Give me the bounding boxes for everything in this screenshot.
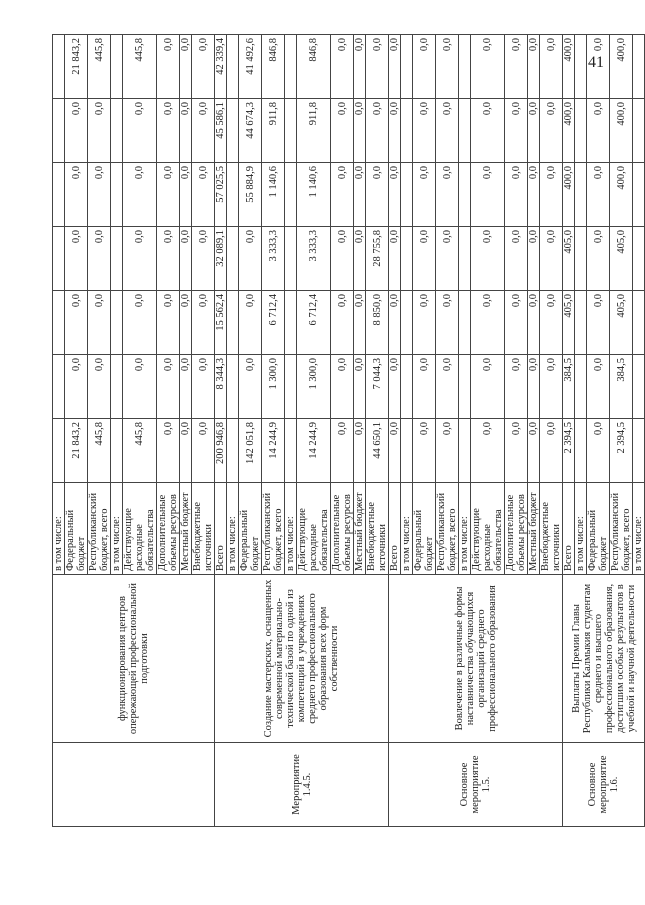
funding-source-cell: Федеральный бюджет [587, 483, 610, 575]
amount-cell: 0,0 [366, 99, 389, 163]
measure-name-cell: Создание мастерских, оснащенных современной материально-технической базой по одной из компетенций в учреждениях среднего профессионального образования всех форм собственности [215, 575, 389, 743]
funding-source-cell: Внебюджетные источники [192, 483, 215, 575]
amount-cell [459, 163, 471, 227]
amount-cell: 0,0 [587, 355, 610, 419]
funding-source-cell: Дополнительные объемы ресурсов [157, 483, 180, 575]
amount-cell: 0,0 [354, 35, 366, 99]
amount-cell [111, 99, 123, 163]
amount-cell: 0,0 [123, 99, 157, 163]
amount-cell: 0,0 [331, 227, 354, 291]
amount-cell: 0,0 [123, 227, 157, 291]
amount-cell: 14 244,9 [297, 419, 331, 483]
amount-cell [401, 227, 413, 291]
amount-cell: 0,0 [587, 35, 610, 99]
amount-cell: 0,0 [192, 355, 215, 419]
amount-cell: 0,0 [180, 355, 192, 419]
amount-cell: 0,0 [471, 227, 505, 291]
amount-cell: 0,0 [436, 35, 459, 99]
amount-cell: 0,0 [180, 227, 192, 291]
amount-cell: 0,0 [471, 419, 505, 483]
amount-cell: 0,0 [157, 291, 180, 355]
amount-cell [227, 163, 239, 227]
amount-cell [285, 291, 297, 355]
amount-cell: 21 843,2 [65, 419, 88, 483]
funding-source-cell: в том числе: [633, 483, 645, 575]
amount-cell: 0,0 [587, 99, 610, 163]
amount-cell: 0,0 [540, 291, 563, 355]
amount-cell: 400,0 [563, 163, 575, 227]
amount-cell: 200 946,8 [215, 419, 227, 483]
amount-cell [285, 355, 297, 419]
amount-cell: 0,0 [366, 163, 389, 227]
amount-cell: 0,0 [123, 163, 157, 227]
funding-source-cell: Всего [215, 483, 227, 575]
amount-cell [111, 419, 123, 483]
amount-cell: 0,0 [413, 291, 436, 355]
amount-cell [53, 163, 65, 227]
funding-source-cell: Федеральный бюджет [413, 483, 436, 575]
amount-cell: 0,0 [389, 35, 401, 99]
amount-cell [227, 35, 239, 99]
amount-cell [227, 291, 239, 355]
amount-cell: 400,0 [610, 163, 633, 227]
amount-cell: 0,0 [192, 163, 215, 227]
table-row [389, 35, 401, 827]
funding-source-cell: Действующие расходные обязательства [471, 483, 505, 575]
amount-cell: 0,0 [88, 227, 111, 291]
amount-cell: 0,0 [505, 419, 528, 483]
amount-cell: 0,0 [540, 163, 563, 227]
amount-cell: 0,0 [505, 227, 528, 291]
amount-cell: 0,0 [389, 227, 401, 291]
amount-cell [459, 227, 471, 291]
amount-cell: 0,0 [354, 419, 366, 483]
funding-source-cell: Внебюджетные источники [540, 483, 563, 575]
funding-source-cell: в том числе: [575, 483, 587, 575]
amount-cell: 0,0 [180, 99, 192, 163]
amount-cell: 0,0 [88, 163, 111, 227]
funding-source-cell: в том числе: [111, 483, 123, 575]
amount-cell [575, 227, 587, 291]
amount-cell: 384,5 [610, 355, 633, 419]
amount-cell: 7 044,3 [366, 355, 389, 419]
amount-cell: 42 339,4 [215, 35, 227, 99]
funding-source-cell: Местный бюджет [180, 483, 192, 575]
measure-name-cell: Выплаты Премии Главы Республики Калмыкия студентам среднего и высшего профессионального образования, достигшим особых результатов в учебной и научной деятельности [563, 575, 645, 743]
amount-cell: 0,0 [354, 163, 366, 227]
amount-cell: 400,0 [563, 99, 575, 163]
amount-cell: 0,0 [471, 291, 505, 355]
amount-cell: 0,0 [413, 163, 436, 227]
amount-cell [53, 355, 65, 419]
amount-cell: 0,0 [505, 291, 528, 355]
amount-cell: 0,0 [436, 99, 459, 163]
amount-cell: 0,0 [65, 99, 88, 163]
amount-cell [459, 291, 471, 355]
amount-cell: 0,0 [471, 355, 505, 419]
amount-cell [111, 291, 123, 355]
amount-cell: 1 140,6 [262, 163, 285, 227]
amount-cell: 0,0 [192, 227, 215, 291]
amount-cell: 0,0 [436, 291, 459, 355]
amount-cell [285, 35, 297, 99]
amount-cell: 846,8 [297, 35, 331, 99]
amount-cell: 0,0 [540, 227, 563, 291]
amount-cell [575, 99, 587, 163]
funding-source-cell: Местный бюджет [354, 483, 366, 575]
amount-cell: 0,0 [471, 99, 505, 163]
amount-cell: 3 333,3 [297, 227, 331, 291]
amount-cell: 0,0 [180, 291, 192, 355]
amount-cell [227, 419, 239, 483]
funding-source-cell: Местный бюджет [528, 483, 540, 575]
amount-cell: 0,0 [157, 419, 180, 483]
amount-cell: 57 025,5 [215, 163, 227, 227]
amount-cell: 0,0 [505, 355, 528, 419]
amount-cell: 0,0 [331, 163, 354, 227]
measure-code-cell [53, 743, 215, 827]
amount-cell: 400,0 [610, 35, 633, 99]
amount-cell: 0,0 [436, 163, 459, 227]
amount-cell [401, 419, 413, 483]
amount-cell [459, 35, 471, 99]
amount-cell: 405,0 [610, 291, 633, 355]
amount-cell: 0,0 [180, 163, 192, 227]
amount-cell: 0,0 [366, 35, 389, 99]
amount-cell: 0,0 [540, 99, 563, 163]
amount-cell [111, 355, 123, 419]
amount-cell: 0,0 [192, 291, 215, 355]
amount-cell: 0,0 [528, 163, 540, 227]
amount-cell: 1 140,6 [297, 163, 331, 227]
amount-cell: 0,0 [389, 163, 401, 227]
amount-cell: 911,8 [297, 99, 331, 163]
amount-cell: 0,0 [528, 35, 540, 99]
amount-cell: 0,0 [528, 419, 540, 483]
amount-cell [401, 99, 413, 163]
amount-cell: 0,0 [157, 227, 180, 291]
budget-table-container [52, 34, 645, 827]
amount-cell: 0,0 [505, 35, 528, 99]
amount-cell: 0,0 [413, 227, 436, 291]
amount-cell: 846,8 [262, 35, 285, 99]
amount-cell: 0,0 [192, 99, 215, 163]
amount-cell [633, 163, 645, 227]
amount-cell: 0,0 [471, 35, 505, 99]
amount-cell: 0,0 [413, 99, 436, 163]
amount-cell: 45 586,1 [215, 99, 227, 163]
funding-source-cell: Действующие расходные обязательства [297, 483, 331, 575]
amount-cell [285, 419, 297, 483]
amount-cell [111, 35, 123, 99]
amount-cell: 0,0 [239, 355, 262, 419]
amount-cell [575, 419, 587, 483]
amount-cell: 0,0 [157, 163, 180, 227]
amount-cell [401, 355, 413, 419]
amount-cell: 44 650,1 [366, 419, 389, 483]
amount-cell [459, 355, 471, 419]
amount-cell: 41 492,6 [239, 35, 262, 99]
amount-cell: 0,0 [389, 99, 401, 163]
funding-source-cell: Республиканский бюджет, всего [262, 483, 285, 575]
amount-cell: 0,0 [436, 419, 459, 483]
amount-cell: 0,0 [65, 227, 88, 291]
amount-cell: 0,0 [157, 355, 180, 419]
budget-table [52, 34, 645, 827]
amount-cell [53, 291, 65, 355]
table-row [53, 35, 65, 827]
funding-source-cell: в том числе: [459, 483, 471, 575]
funding-source-cell: в том числе: [227, 483, 239, 575]
amount-cell: 8 344,3 [215, 355, 227, 419]
amount-cell: 0,0 [413, 35, 436, 99]
funding-source-cell: Действующие расходные обязательства [123, 483, 157, 575]
amount-cell: 0,0 [354, 227, 366, 291]
funding-source-cell: Республиканский бюджет, всего [88, 483, 111, 575]
amount-cell [459, 419, 471, 483]
amount-cell: 0,0 [413, 355, 436, 419]
funding-source-cell: Всего [563, 483, 575, 575]
amount-cell [401, 163, 413, 227]
amount-cell [633, 227, 645, 291]
amount-cell [633, 355, 645, 419]
amount-cell: 445,8 [123, 35, 157, 99]
amount-cell [401, 291, 413, 355]
amount-cell: 32 089,1 [215, 227, 227, 291]
funding-source-cell: в том числе: [53, 483, 65, 575]
amount-cell: 0,0 [88, 291, 111, 355]
amount-cell: 445,8 [88, 35, 111, 99]
amount-cell: 0,0 [123, 355, 157, 419]
amount-cell: 0,0 [354, 99, 366, 163]
amount-cell [575, 291, 587, 355]
amount-cell [227, 227, 239, 291]
amount-cell: 0,0 [587, 163, 610, 227]
amount-cell [633, 419, 645, 483]
measure-name-cell: Вовлечение в различные формы наставничества обучающихся организаций среднего профессионального образования [389, 575, 563, 743]
amount-cell [285, 227, 297, 291]
measure-name-cell: функционирования центров опережающей профессиональной подготовки [53, 575, 215, 743]
amount-cell: 0,0 [389, 355, 401, 419]
amount-cell: 405,0 [563, 291, 575, 355]
amount-cell: 0,0 [436, 355, 459, 419]
amount-cell: 0,0 [587, 419, 610, 483]
amount-cell [575, 163, 587, 227]
amount-cell: 1 300,0 [297, 355, 331, 419]
funding-source-cell: Дополнительные объемы ресурсов [331, 483, 354, 575]
amount-cell [459, 99, 471, 163]
amount-cell: 400,0 [610, 99, 633, 163]
amount-cell: 0,0 [587, 227, 610, 291]
funding-source-cell: в том числе: [401, 483, 413, 575]
amount-cell: 6 712,4 [262, 291, 285, 355]
amount-cell: 0,0 [192, 419, 215, 483]
amount-cell: 0,0 [471, 163, 505, 227]
amount-cell: 0,0 [331, 35, 354, 99]
amount-cell: 0,0 [540, 355, 563, 419]
amount-cell: 2 394,5 [610, 419, 633, 483]
measure-code-cell: Мероприятие 1.4.5. [215, 743, 389, 827]
amount-cell: 6 712,4 [297, 291, 331, 355]
amount-cell: 0,0 [413, 419, 436, 483]
amount-cell [633, 35, 645, 99]
amount-cell: 0,0 [528, 227, 540, 291]
amount-cell: 0,0 [331, 419, 354, 483]
funding-source-cell: в том числе: [285, 483, 297, 575]
amount-cell: 0,0 [157, 35, 180, 99]
amount-cell: 0,0 [180, 35, 192, 99]
amount-cell: 0,0 [331, 355, 354, 419]
funding-source-cell: Дополнительные объемы ресурсов [505, 483, 528, 575]
amount-cell: 3 333,3 [262, 227, 285, 291]
amount-cell: 0,0 [239, 291, 262, 355]
amount-cell: 142 051,8 [239, 419, 262, 483]
amount-cell: 0,0 [528, 99, 540, 163]
amount-cell: 0,0 [389, 419, 401, 483]
amount-cell: 0,0 [587, 291, 610, 355]
funding-source-cell: Федеральный бюджет [65, 483, 88, 575]
amount-cell: 0,0 [65, 355, 88, 419]
amount-cell: 384,5 [563, 355, 575, 419]
amount-cell: 0,0 [123, 291, 157, 355]
page-number: 41 [588, 54, 604, 71]
amount-cell: 15 562,4 [215, 291, 227, 355]
amount-cell: 0,0 [239, 227, 262, 291]
amount-cell: 2 394,5 [563, 419, 575, 483]
amount-cell: 445,8 [123, 419, 157, 483]
amount-cell: 0,0 [65, 291, 88, 355]
amount-cell: 0,0 [354, 355, 366, 419]
amount-cell: 400,0 [563, 35, 575, 99]
amount-cell: 445,8 [88, 419, 111, 483]
amount-cell: 0,0 [505, 163, 528, 227]
amount-cell: 8 850,0 [366, 291, 389, 355]
amount-cell: 911,8 [262, 99, 285, 163]
amount-cell: 0,0 [88, 99, 111, 163]
amount-cell [53, 419, 65, 483]
amount-cell [111, 227, 123, 291]
amount-cell [227, 99, 239, 163]
amount-cell [633, 291, 645, 355]
amount-cell: 0,0 [436, 227, 459, 291]
amount-cell: 405,0 [563, 227, 575, 291]
amount-cell: 14 244,9 [262, 419, 285, 483]
measure-code-cell: Основное мероприятие 1.6. [563, 743, 645, 827]
amount-cell [401, 35, 413, 99]
amount-cell: 21 843,2 [65, 35, 88, 99]
amount-cell: 0,0 [540, 419, 563, 483]
amount-cell: 0,0 [180, 419, 192, 483]
amount-cell [111, 163, 123, 227]
amount-cell: 0,0 [528, 355, 540, 419]
amount-cell [285, 163, 297, 227]
amount-cell [285, 99, 297, 163]
amount-cell [227, 355, 239, 419]
funding-source-cell: Республиканский бюджет, всего [436, 483, 459, 575]
amount-cell [575, 355, 587, 419]
amount-cell: 0,0 [540, 35, 563, 99]
amount-cell: 0,0 [354, 291, 366, 355]
amount-cell: 0,0 [528, 291, 540, 355]
amount-cell: 0,0 [192, 35, 215, 99]
funding-source-cell: Республиканский бюджет, всего [610, 483, 633, 575]
amount-cell: 405,0 [610, 227, 633, 291]
amount-cell [53, 35, 65, 99]
funding-source-cell: Всего [389, 483, 401, 575]
amount-cell: 0,0 [331, 291, 354, 355]
funding-source-cell: Федеральный бюджет [239, 483, 262, 575]
table-row [215, 35, 227, 827]
measure-code-cell: Основное мероприятие 1.5. [389, 743, 563, 827]
amount-cell [575, 35, 587, 99]
funding-source-cell: Внебюджетные источники [366, 483, 389, 575]
amount-cell: 55 884,9 [239, 163, 262, 227]
amount-cell: 0,0 [505, 99, 528, 163]
amount-cell: 0,0 [157, 99, 180, 163]
amount-cell [53, 227, 65, 291]
amount-cell: 28 755,8 [366, 227, 389, 291]
amount-cell: 0,0 [331, 99, 354, 163]
amount-cell [633, 99, 645, 163]
amount-cell: 0,0 [65, 163, 88, 227]
amount-cell: 1 300,0 [262, 355, 285, 419]
amount-cell: 44 674,3 [239, 99, 262, 163]
amount-cell: 0,0 [88, 355, 111, 419]
amount-cell: 0,0 [389, 291, 401, 355]
amount-cell [53, 99, 65, 163]
table-row [563, 35, 575, 827]
